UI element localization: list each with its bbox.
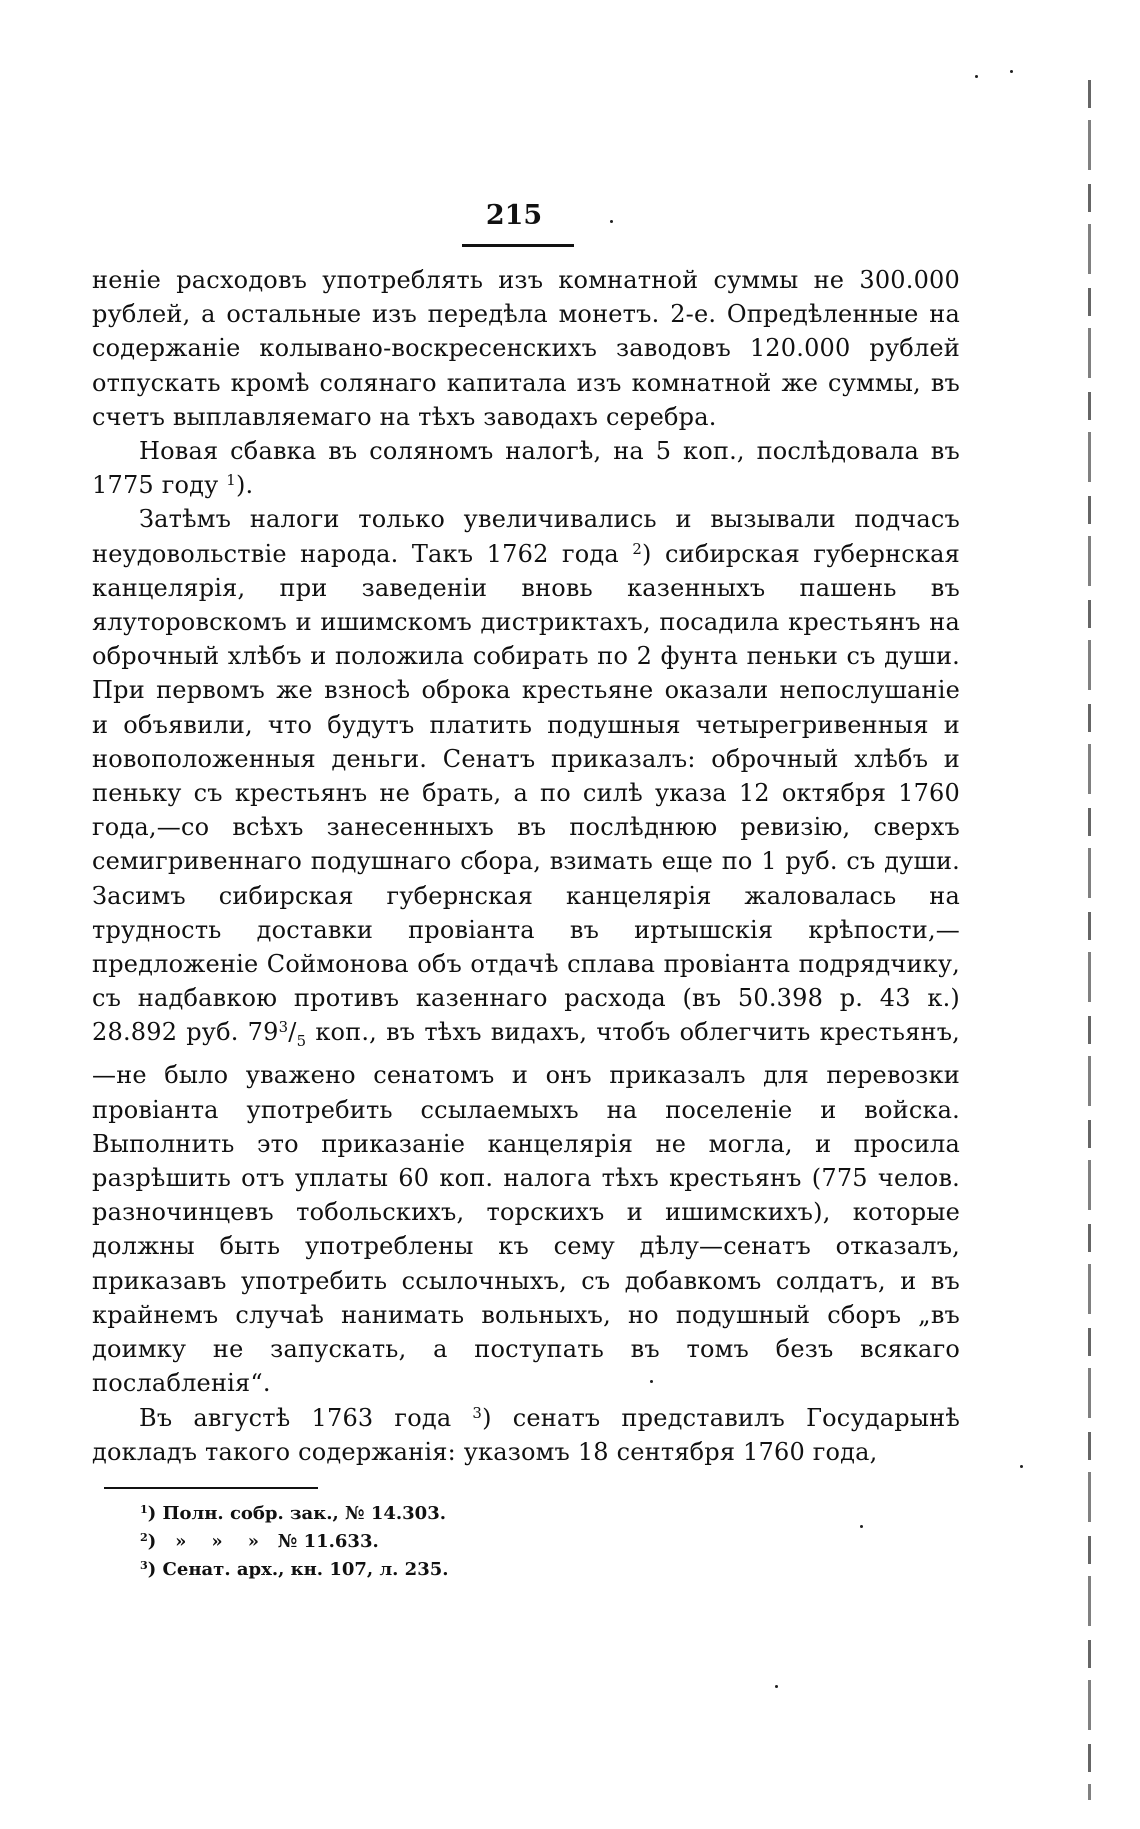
footnote-2 [140,1528,560,1556]
paragraph-3-text-a: Затѣмъ налоги только увеличивались и вызывали подчасъ неудовольствiе народа. Такъ 1762 года [92,505,960,568]
print-speck [775,1685,778,1688]
print-speck [1020,1465,1023,1468]
main-text [92,263,960,1469]
footnote-text: ) » » » № 11.633. [147,1531,379,1552]
footnote-ref-1: 1 [226,471,236,490]
paragraph-2 [92,434,960,502]
fraction-denominator: 5 [296,1032,307,1051]
print-speck [975,75,978,78]
page-number-rule [462,244,574,247]
footnote-ref-2: 2 [632,539,643,558]
print-speck [610,220,613,223]
footnote-mark: 2 [140,1530,148,1544]
paragraph-4 [92,1401,960,1469]
paragraph-3-text-b: ) сибирская губернская канцелярiя, при заведенiи вновь казенныхъ пашень въ ялуторовскомъ и ишимскомъ дистриктахъ, посадила крестьянъ на оброчный хлѣбъ и положила собирать по 2 фунта пеньки съ души. При первомъ же взносѣ оброка крестьяне оказали непослушанiе и объявили, что будутъ платить подушныя четырегривенныя и новоположенныя деньги. Сенатъ приказалъ: оброчный хлѣбъ и пеньку съ крестьянъ не брать, а по силѣ указа 12 октября 1760 года,—со всѣхъ занесенныхъ въ послѣднюю ревизiю, сверхъ семигривеннаго подушнаго сбора, взимать еще по 1 руб. съ души. Засимъ сибирская губернская канцелярiя жаловалась на трудность доставки провiанта въ иртышскiя крѣпости,—предложенiе Соймонова объ отдачѣ сплава провiанта подрядчику, съ надбавкою противъ казеннаго расхода (въ 50.398 р. 43 к.) 28.892 руб. 79 [92,539,960,1047]
print-speck [1010,70,1013,73]
footnote-rule [104,1487,318,1489]
footnote-text: ) Полн. собр. зак., № 14.303. [147,1503,446,1524]
footnote-text: ) Сенат. арх., кн. 107, л. 235. [147,1559,449,1580]
footnote-1 [140,1500,560,1528]
paragraph-3-text-c: коп., въ тѣхъ видахъ, чтобъ облегчить крестьянъ,—не было уважено сенатомъ и онъ приказалъ для перевозки провiанта употребить ссылаемыхъ на поселенiе и войска. Выполнить это приказанiе канцелярiя не могла, и просила разрѣшить отъ уплаты 60 коп. налога тѣхъ крестьянъ (775 челов. разночинцевъ тобольскихъ, торскихъ и ишимскихъ), которые должны быть употреблены къ сему дѣлу—сенатъ отказалъ, приказавъ употребить ссылочныхъ, съ добавкомъ солдатъ, и въ крайнемъ случаѣ нанимать вольныхъ, но подушный сборъ „въ доимку не запускать, а поступать въ томъ безъ всякаго послабленiя“. [92,1018,960,1398]
footnote-ref-3: 3 [472,1403,483,1422]
footnote-mark: 1 [140,1502,148,1516]
paragraph-2-text-end: ). [235,471,254,500]
print-speck [650,1380,653,1383]
footnotes [140,1500,560,1584]
fraction-numerator: 3 [278,1018,289,1037]
paragraph-2-text: Новая сбавка въ соляномъ налогѣ, на 5 коп., послѣдовала въ 1775 году [92,437,960,500]
print-speck [860,1525,863,1528]
paragraph-1: ненiе расходовъ употреблять изъ комнатной суммы не 300.000 рублей, а остальные изъ передѣла монетъ. 2-е. Опредѣленные на содержанiе колывано-воскресенскихъ заводовъ 120.000 рублей отпускать кромѣ солянаго капитала изъ комнатной же суммы, въ счетъ выплавляемаго на тѣхъ заводахъ серебра. [92,266,960,431]
page-number: 215 [485,200,543,231]
footnote-mark: 3 [140,1558,148,1572]
paragraph-4-text: Въ августѣ 1763 года [139,1403,473,1432]
page-edge-shadow [1088,80,1091,1800]
paragraph-3: Затѣмъ налоги только увеличивались и вызывали подчасъ неудовольствiе народа. Такъ 1762 года $^2$) сибирская губернская канцелярiя, при заведенiи вновь казенныхъ пашень въ ялуторовскомъ и ишимскомъ дистриктахъ, посадила крестьянъ на оброчный хлѣбъ и положила собирать по 2 фунта пеньки съ души. При первомъ же взносѣ оброка крестьяне оказали непослушанiе и объявили, что будутъ платить подушныя четырегривенныя и новоположенныя деньги. Сенатъ приказалъ: оброчный хлѣбъ и пеньку съ крестьянъ не брать, а по силѣ указа 12 октября 1760 года,—со всѣхъ занесенныхъ въ послѣднюю ревизiю, сверхъ семигривеннаго подушнаго сбора, взимать еще по 1 руб. съ души. Засимъ сибирская губернская канцелярiя жаловалась на трудность доставки провiанта въ иртышскiя крѣпости,—предложенiе Соймонова объ отдачѣ сплава провiанта подрядчику, съ надбавкою противъ казеннаго расхода (въ 50.398 р. 43 к.) 28.892 руб. $79^3/_5$ коп., въ тѣхъ видахъ, чтобъ облегчить крестьянъ,—не было уважено сенатомъ и онъ приказалъ для перевозки провiанта употребить ссылаемыхъ на поселенiе и войска. Выполнить это приказанiе канцелярiя не могла, и просила разрѣшить отъ уплаты 60 коп. налога тѣхъ крестьянъ (775 челов. разночинцевъ тобольскихъ, торскихъ и ишимскихъ), которые должны быть употреблены къ сему дѣлу—сенатъ отказалъ, приказавъ употребить ссылочныхъ, съ добавкомъ солдатъ, и въ крайнемъ случаѣ нанимать вольныхъ, но подушный сборъ „въ доимку не запускать, а поступать въ томъ безъ всякаго послабленiя“. [92,505,960,1398]
paragraph-4-text-end: ) сенатъ представилъ Государынѣ докладъ такого содержанiя: указомъ 18 сентября 1760 года, [92,1403,960,1466]
footnote-3 [140,1556,560,1584]
